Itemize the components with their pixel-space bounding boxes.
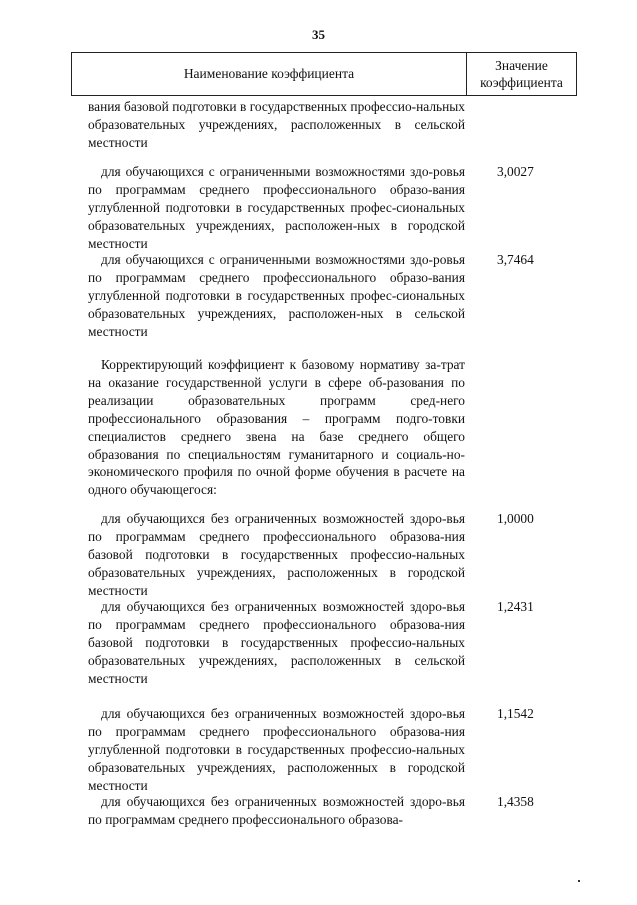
row-text: для обучающихся с ограниченными возможностями здо-ровья по программам среднего профессионального образо-вания углубленной подготовки в государственных профес-сиональных образовательных учреждениях, расположен-ных в городской местности (88, 164, 465, 251)
row-value: 1,0000 (497, 511, 534, 526)
row-text: для обучающихся с ограниченными возможностями здо-ровья по программам среднего профессионального образо-вания углубленной подготовки в государственных профес-сиональных образовательных учреждениях, расположен-ных в сельской местности (88, 252, 465, 339)
row-text: для обучающихся без ограниченных возможностей здоро-вья по программам среднего профессионального образова-ния углубленной подготовки в государственных профессио-нальных образовательных учреждениях, расположенных в городской местности (88, 706, 465, 793)
row-value: 1,2431 (497, 599, 534, 614)
row-value: 1,4358 (497, 794, 534, 809)
row-value: 1,1542 (497, 706, 534, 721)
row-text: для обучающихся без ограниченных возможностей здоро-вья по программам среднего профессионального образова-ния базовой подготовки в государственных профессио-нальных образовательных учреждениях, расположенных в сельской местности (88, 599, 465, 686)
value-header-line-1: Значение (495, 58, 548, 73)
row-value: 3,7464 (497, 252, 534, 267)
section-paragraph: Корректирующий коэффициент к базовому нормативу за-трат на оказание государственной услуги в сфере об-разования по реализации образовательных программ сред-него профессионального образования – программ подго-товки специалистов среднего звена на базе среднего общего образования по специальностям гуманитарного и социаль-но-экономического профиля по очной форме обучения в расчете на одного обучающегося: (88, 357, 465, 498)
row-text: вания базовой подготовки в государственных профессио-нальных образовательных учреждениях, расположенных в сельской местности (88, 99, 465, 150)
coefficient-name-column-header: Наименование коэффициента (183, 66, 355, 81)
page-number: 35 (312, 27, 325, 42)
row-text: для обучающихся без ограниченных возможностей здоро-вья по программам среднего профессионального образова- (88, 794, 465, 827)
value-header-line-2: коэффициента (480, 75, 563, 90)
scan-speck (578, 880, 580, 882)
row-text: для обучающихся без ограниченных возможностей здоро-вья по программам среднего профессионального образова-ния базовой подготовки в государственных профессио-нальных образовательных учреждениях, расположенных в городской местности (88, 511, 465, 598)
table-header (71, 52, 577, 96)
coefficient-value-column-header (467, 53, 576, 95)
row-value: 3,0027 (497, 164, 534, 179)
